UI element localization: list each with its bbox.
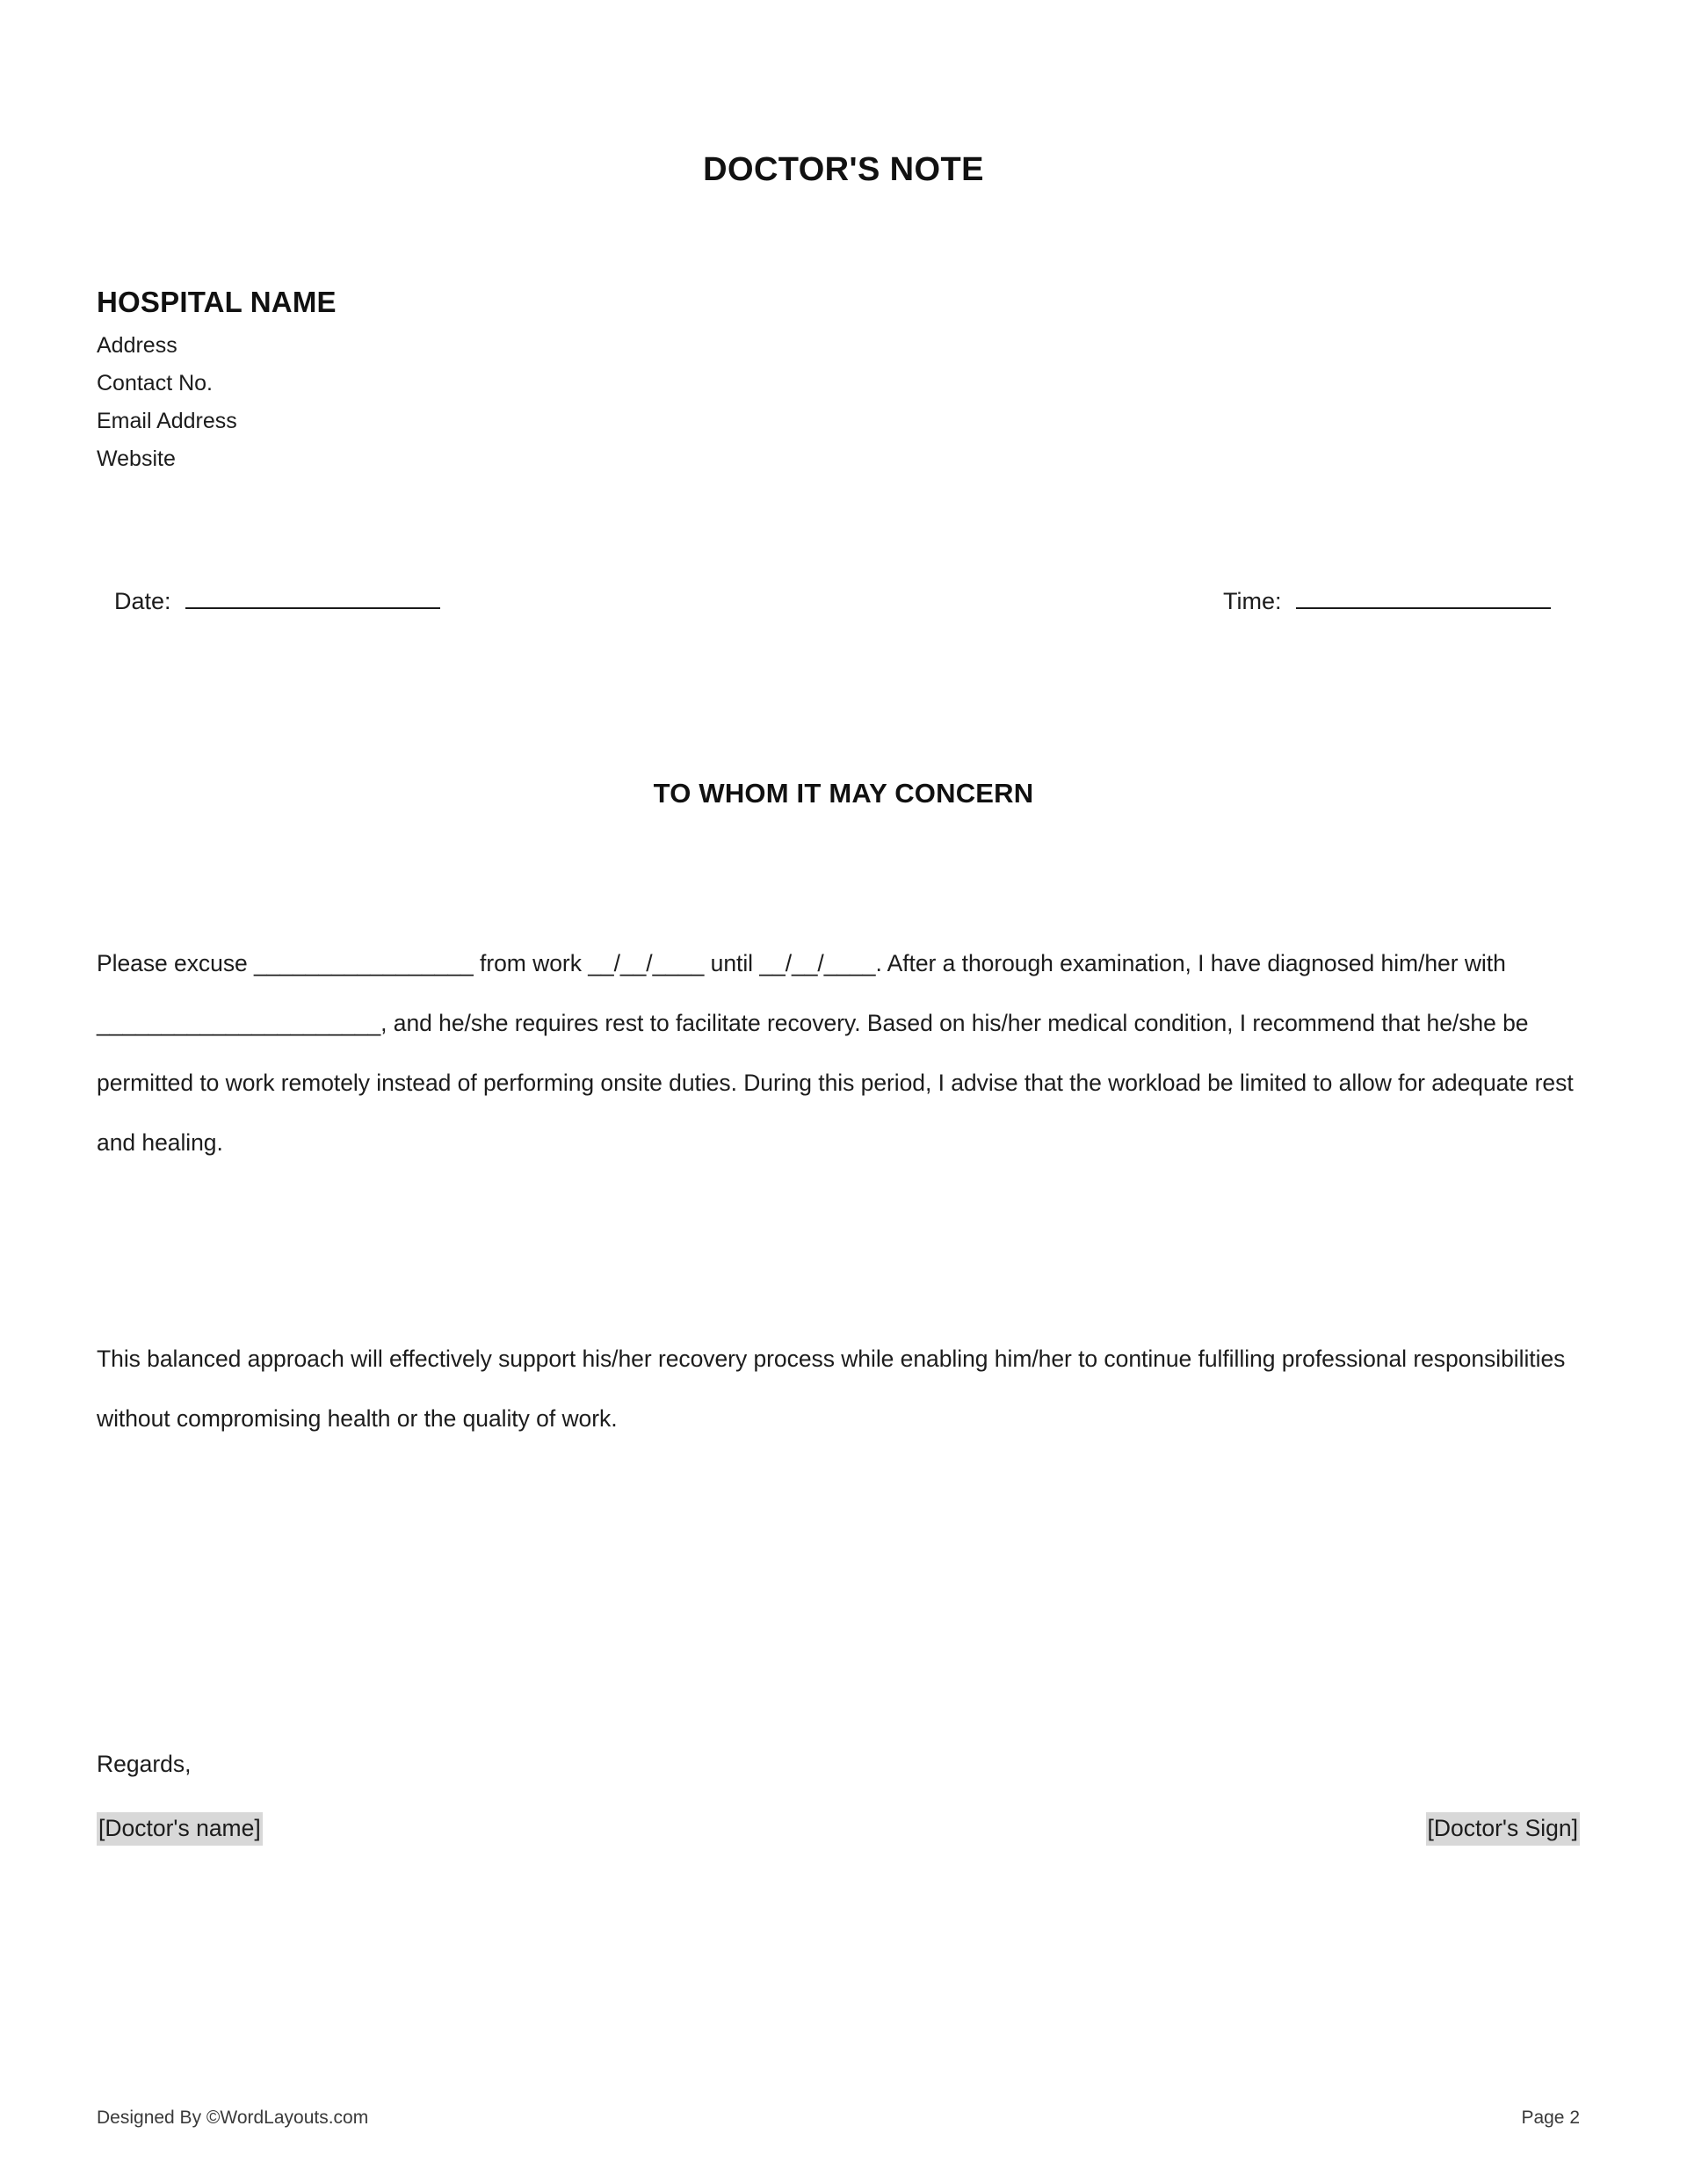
date-input[interactable]: [185, 584, 440, 609]
doctor-sign-placeholder[interactable]: [Doctor's Sign]: [1426, 1812, 1581, 1846]
letterhead-contact-no: Contact No.: [97, 370, 214, 395]
body-paragraph-1-container: [97, 933, 1590, 1172]
time-label: Time:: [1223, 588, 1282, 614]
time-field-group: [1223, 584, 1551, 615]
page-title: DOCTOR'S NOTE: [703, 151, 984, 188]
letterhead-email-address: Email Address: [97, 408, 237, 433]
signature-row: [97, 1812, 1590, 1851]
hospital-name: HOSPITAL NAME: [97, 286, 337, 318]
footer-page-number: Page 2: [1521, 2108, 1580, 2128]
body-paragraph-2-container: [97, 1329, 1590, 1448]
date-field-group: [114, 584, 440, 615]
letterhead-block: [97, 286, 800, 478]
letterhead-website: Website: [97, 446, 176, 471]
section-heading-to-whom-it-may-concern: TO WHOM IT MAY CONCERN: [653, 778, 1034, 809]
doctor-name-placeholder[interactable]: [Doctor's name]: [97, 1812, 263, 1846]
regards-text: Regards,: [97, 1751, 192, 1777]
letterhead-address: Address: [97, 332, 177, 358]
body-paragraph-2: This balanced approach will effectively support his/her recovery process while enabling him/her to continue fulfilling professional responsibilities without compromising health or the quality of work.: [97, 1346, 1566, 1432]
footer-designed-by: Designed By ©WordLayouts.com: [97, 2108, 369, 2128]
time-input[interactable]: [1296, 584, 1551, 609]
date-time-row: [97, 584, 1590, 628]
date-label: Date:: [114, 588, 171, 614]
page-footer: [97, 2108, 1590, 2139]
body-paragraph-1: Please excuse _________________ from work __/__/____ until __/__/____. After a thorough examination, I have diagnosed him/her with ______________________, and he/she requires rest to facilitate recovery. Based on his/her medical condition, I recommend that he/she be permitted to work remotely instead of performing onsite duties. During this period, I advise that the workload be limited to allow for adequate rest and healing.: [97, 950, 1574, 1156]
